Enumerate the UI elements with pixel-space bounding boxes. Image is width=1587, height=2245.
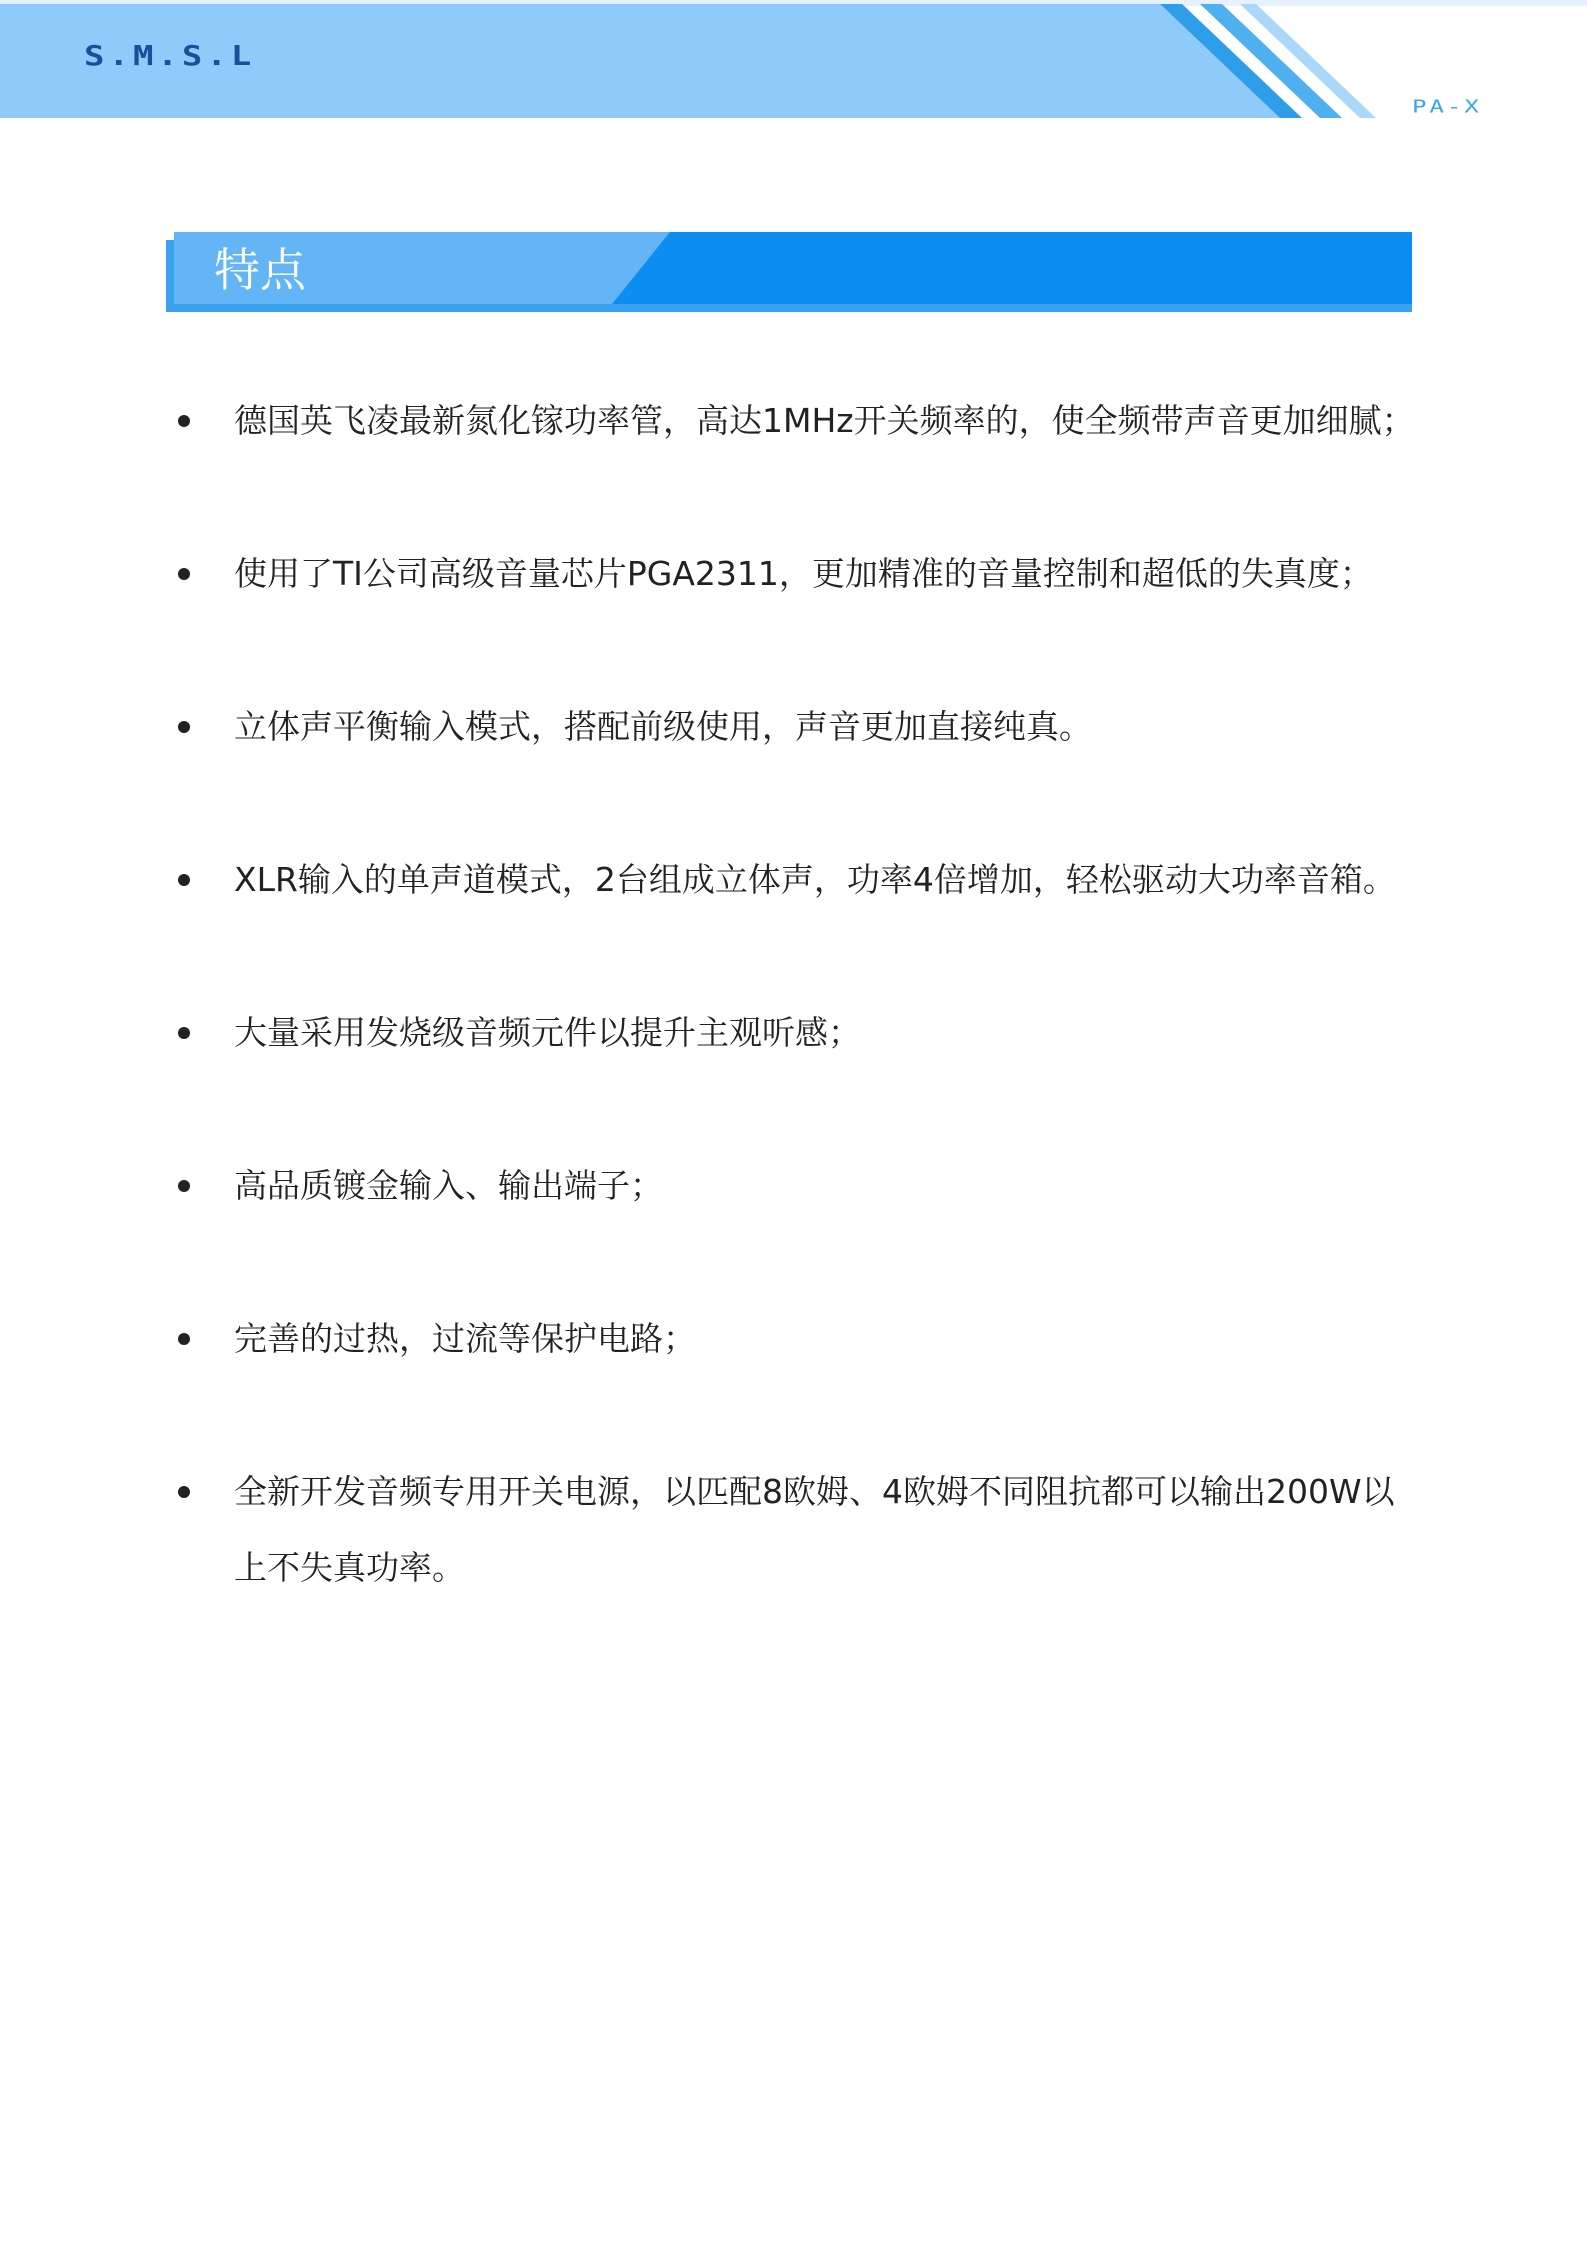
bullet-icon: [178, 568, 190, 580]
page-header: [0, 0, 1587, 130]
bullet-icon: [178, 1180, 190, 1192]
bullet-icon: [178, 1333, 190, 1345]
feature-text: 大量采用发烧级音频元件以提升主观听感；: [234, 1013, 861, 1052]
feature-item: [166, 1301, 1416, 1377]
feature-text: 立体声平衡输入模式，搭配前级使用，声音更加直接纯真。: [234, 707, 1092, 746]
feature-item: [166, 383, 1416, 459]
bullet-icon: [178, 415, 190, 427]
feature-item: [166, 995, 1416, 1071]
feature-text: 使用了TI公司高级音量芯片PGA2311，更加精准的音量控制和超低的失真度；: [234, 554, 1373, 593]
feature-item: [166, 1148, 1416, 1224]
feature-item: [166, 689, 1416, 765]
feature-item: [166, 842, 1416, 918]
feature-text: 完善的过热，过流等保护电路；: [234, 1319, 696, 1358]
feature-text: 德国英飞凌最新氮化镓功率管，高达1MHz开关频率的，使全频带声音更加细腻；: [234, 401, 1415, 440]
bullet-icon: [178, 1486, 190, 1498]
feature-text: 高品质镀金输入、输出端子；: [234, 1166, 663, 1205]
section-banner: [166, 232, 1412, 312]
feature-list: [166, 383, 1416, 1683]
brand-logo: S.M.S.L: [84, 40, 256, 72]
feature-item: [166, 1454, 1416, 1606]
section-title: 特点: [214, 243, 306, 297]
feature-text: XLR输入的单声道模式，2台组成立体声，功率4倍增加，轻松驱动大功率音箱。: [234, 860, 1396, 899]
feature-item: [166, 536, 1416, 612]
section-banner-graphic: [166, 232, 1412, 312]
model-name: PA-X: [1412, 96, 1482, 117]
bullet-icon: [178, 721, 190, 733]
bullet-icon: [178, 874, 190, 886]
bullet-icon: [178, 1027, 190, 1039]
feature-text: 全新开发音频专用开关电源，以匹配8欧姆、4欧姆不同阻抗都可以输出200W以上不失真功率。: [234, 1472, 1395, 1587]
